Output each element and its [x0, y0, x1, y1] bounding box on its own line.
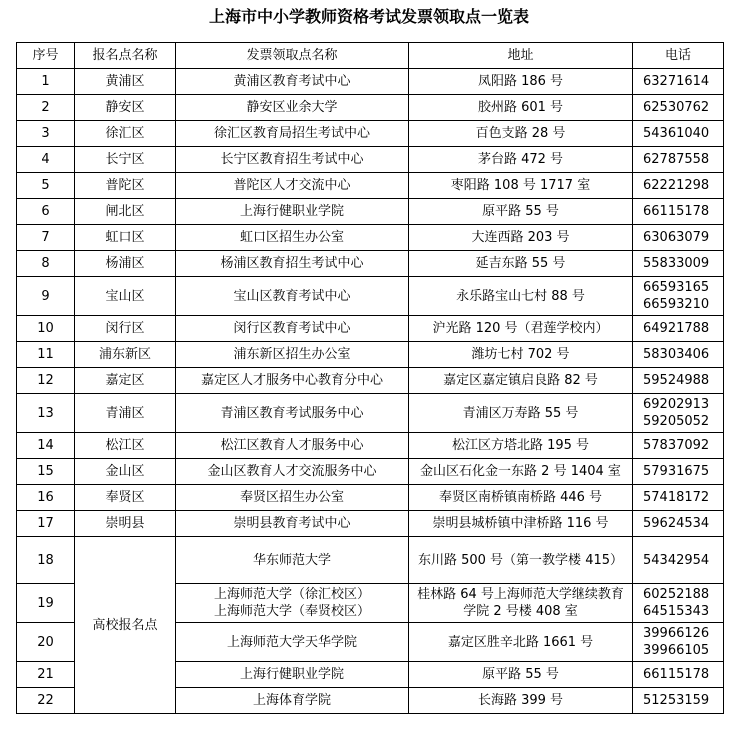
row-address	[409, 584, 633, 623]
row-no: 20	[17, 623, 75, 662]
table-row	[17, 251, 724, 277]
row-invoice-point: 松江区教育人才服务中心	[176, 433, 409, 459]
table-row	[17, 368, 724, 394]
row-district: 虹口区	[75, 225, 176, 251]
table-row	[17, 147, 724, 173]
phone-number: 55833009	[643, 256, 710, 271]
row-district: 杨浦区	[75, 251, 176, 277]
header-district: 报名点名称	[75, 43, 176, 69]
header-no: 序号	[17, 43, 75, 69]
row-district: 长宁区	[75, 147, 176, 173]
row-invoice-point: 上海行健职业学院	[176, 199, 409, 225]
table-row	[17, 511, 724, 537]
row-district: 黄浦区	[75, 69, 176, 95]
row-address	[409, 662, 633, 688]
university-group-label: 高校报名点	[75, 537, 176, 714]
table-row	[17, 199, 724, 225]
row-no: 19	[17, 584, 75, 623]
point-line: 上海师范大学（奉贤校区）	[213, 604, 370, 619]
phone-number: 69202913	[643, 397, 710, 412]
row-district: 崇明县	[75, 511, 176, 537]
table-row	[17, 121, 724, 147]
phone-number: 39966105	[643, 643, 710, 658]
row-address	[409, 623, 633, 662]
table-row	[17, 394, 724, 433]
row-district: 青浦区	[75, 394, 176, 433]
row-district: 闸北区	[75, 199, 176, 225]
phone-number: 54342954	[643, 552, 710, 568]
phone-number: 60252188	[643, 587, 710, 602]
phone-number: 57931675	[643, 464, 710, 479]
row-phone	[633, 173, 724, 199]
row-phone	[633, 394, 724, 433]
phone-number: 59524988	[643, 373, 710, 388]
row-invoice-point: 崇明县教育考试中心	[176, 511, 409, 537]
phone-number: 59205052	[643, 414, 710, 429]
row-invoice-point: 青浦区教育考试服务中心	[176, 394, 409, 433]
row-address: 潍坊七村 702 号	[409, 342, 633, 368]
row-no: 13	[17, 394, 75, 433]
address-line: 学院 2 号楼 408 室	[463, 604, 578, 619]
row-no: 10	[17, 316, 75, 342]
row-address: 金山区石化金一东路 2 号 1404 室	[409, 459, 633, 485]
row-phone	[633, 537, 724, 584]
row-district: 松江区	[75, 433, 176, 459]
row-address: 崇明县城桥镇中津桥路 116 号	[409, 511, 633, 537]
row-district: 金山区	[75, 459, 176, 485]
address-line: 嘉定区胜辛北路 1661 号	[447, 634, 594, 650]
row-address	[409, 688, 633, 714]
row-address: 青浦区万寿路 55 号	[409, 394, 633, 433]
phone-number: 66115178	[643, 204, 710, 219]
row-invoice-point: 杨浦区教育招生考试中心	[176, 251, 409, 277]
row-no: 9	[17, 277, 75, 316]
row-phone	[633, 342, 724, 368]
row-district: 浦东新区	[75, 342, 176, 368]
row-phone	[633, 584, 724, 623]
row-no: 11	[17, 342, 75, 368]
address-line: 原平路 55 号	[482, 667, 559, 682]
row-phone	[633, 662, 724, 688]
row-invoice-point: 奉贤区招生办公室	[176, 485, 409, 511]
row-no: 5	[17, 173, 75, 199]
row-no: 22	[17, 688, 75, 714]
point-line: 华东师范大学	[252, 552, 331, 568]
row-phone	[633, 147, 724, 173]
row-address: 松江区方塔北路 195 号	[409, 433, 633, 459]
phone-number: 62530762	[643, 100, 710, 115]
phone-number: 62221298	[643, 178, 710, 193]
row-phone	[633, 623, 724, 662]
table-row	[17, 69, 724, 95]
phone-number: 51253159	[643, 693, 710, 708]
row-no: 4	[17, 147, 75, 173]
row-invoice-point	[176, 662, 409, 688]
point-line: 上海师范大学（徐汇校区）	[213, 587, 370, 602]
row-invoice-point	[176, 623, 409, 662]
phone-number: 57418172	[643, 490, 710, 505]
header-point: 发票领取点名称	[176, 43, 409, 69]
invoice-points-table	[16, 42, 724, 714]
row-no: 21	[17, 662, 75, 688]
point-line: 上海师范大学天华学院	[226, 634, 357, 650]
table-row	[17, 225, 724, 251]
header-phone: 电话	[633, 43, 724, 69]
phone-number: 66115178	[643, 667, 710, 682]
row-address: 奉贤区南桥镇南桥路 446 号	[409, 485, 633, 511]
phone-number: 39966126	[643, 626, 710, 641]
row-invoice-point: 黄浦区教育考试中心	[176, 69, 409, 95]
table-header-row	[17, 43, 724, 69]
phone-number: 59624534	[643, 516, 710, 531]
row-no: 8	[17, 251, 75, 277]
row-invoice-point: 浦东新区招生办公室	[176, 342, 409, 368]
phone-number: 57837092	[643, 438, 710, 453]
table-row	[17, 537, 724, 584]
page-title: 上海市中小学教师资格考试发票领取点一览表	[208, 7, 529, 26]
row-no: 17	[17, 511, 75, 537]
row-invoice-point: 闵行区教育考试中心	[176, 316, 409, 342]
row-no: 1	[17, 69, 75, 95]
phone-number: 63063079	[643, 230, 710, 245]
row-phone	[633, 277, 724, 316]
row-district: 静安区	[75, 95, 176, 121]
row-invoice-point	[176, 537, 409, 584]
phone-number: 66593165	[643, 280, 710, 295]
row-phone	[633, 316, 724, 342]
row-address: 枣阳路 108 号 1717 室	[409, 173, 633, 199]
row-address: 大连西路 203 号	[409, 225, 633, 251]
table-row	[17, 433, 724, 459]
row-address: 胶州路 601 号	[409, 95, 633, 121]
row-address: 沪光路 120 号（君莲学校内）	[409, 316, 633, 342]
header-address: 地址	[409, 43, 633, 69]
row-address: 原平路 55 号	[409, 199, 633, 225]
row-phone	[633, 199, 724, 225]
row-phone	[633, 433, 724, 459]
row-invoice-point: 普陀区人才交流中心	[176, 173, 409, 199]
row-address	[409, 537, 633, 584]
row-phone	[633, 511, 724, 537]
row-address: 延吉东路 55 号	[409, 251, 633, 277]
row-no: 6	[17, 199, 75, 225]
phone-number: 62787558	[643, 152, 710, 167]
row-phone	[633, 459, 724, 485]
row-district: 徐汇区	[75, 121, 176, 147]
row-phone	[633, 121, 724, 147]
row-no: 7	[17, 225, 75, 251]
row-address: 嘉定区嘉定镇启良路 82 号	[409, 368, 633, 394]
row-address: 永乐路宝山七村 88 号	[409, 277, 633, 316]
row-no: 12	[17, 368, 75, 394]
table-row	[17, 173, 724, 199]
table-row	[17, 316, 724, 342]
address-line: 东川路 500 号（第一教学楼 415）	[417, 552, 624, 568]
point-line: 上海体育学院	[252, 693, 331, 708]
row-phone	[633, 225, 724, 251]
row-invoice-point: 宝山区教育考试中心	[176, 277, 409, 316]
table-row	[17, 459, 724, 485]
row-address: 凤阳路 186 号	[409, 69, 633, 95]
row-phone	[633, 69, 724, 95]
row-invoice-point: 虹口区招生办公室	[176, 225, 409, 251]
row-invoice-point: 静安区业余大学	[176, 95, 409, 121]
row-address: 茅台路 472 号	[409, 147, 633, 173]
row-phone	[633, 251, 724, 277]
row-phone	[633, 368, 724, 394]
row-district: 普陀区	[75, 173, 176, 199]
row-invoice-point	[176, 688, 409, 714]
phone-number: 58303406	[643, 347, 710, 362]
row-no: 14	[17, 433, 75, 459]
row-no: 15	[17, 459, 75, 485]
phone-number: 66593210	[643, 297, 710, 312]
table-row	[17, 277, 724, 316]
point-line: 上海行健职业学院	[239, 667, 344, 682]
row-invoice-point: 徐汇区教育局招生考试中心	[176, 121, 409, 147]
row-district: 嘉定区	[75, 368, 176, 394]
row-no: 3	[17, 121, 75, 147]
table-row	[17, 95, 724, 121]
table-row	[17, 485, 724, 511]
row-district: 宝山区	[75, 277, 176, 316]
row-no: 18	[17, 537, 75, 584]
row-phone	[633, 95, 724, 121]
address-line: 长海路 399 号	[477, 693, 564, 708]
phone-number: 63271614	[643, 74, 710, 89]
address-line: 桂林路 64 号上海师范大学继续教育	[417, 587, 624, 602]
row-invoice-point: 金山区教育人才交流服务中心	[176, 459, 409, 485]
phone-number: 64921788	[643, 321, 710, 336]
phone-number: 54361040	[643, 126, 710, 141]
row-district: 闵行区	[75, 316, 176, 342]
row-invoice-point	[176, 584, 409, 623]
row-phone	[633, 485, 724, 511]
row-invoice-point: 嘉定区人才服务中心教育分中心	[176, 368, 409, 394]
row-address: 百色支路 28 号	[409, 121, 633, 147]
table-row	[17, 342, 724, 368]
phone-number: 64515343	[643, 604, 710, 619]
row-phone	[633, 688, 724, 714]
row-no: 16	[17, 485, 75, 511]
row-district: 奉贤区	[75, 485, 176, 511]
row-invoice-point: 长宁区教育招生考试中心	[176, 147, 409, 173]
row-no: 2	[17, 95, 75, 121]
